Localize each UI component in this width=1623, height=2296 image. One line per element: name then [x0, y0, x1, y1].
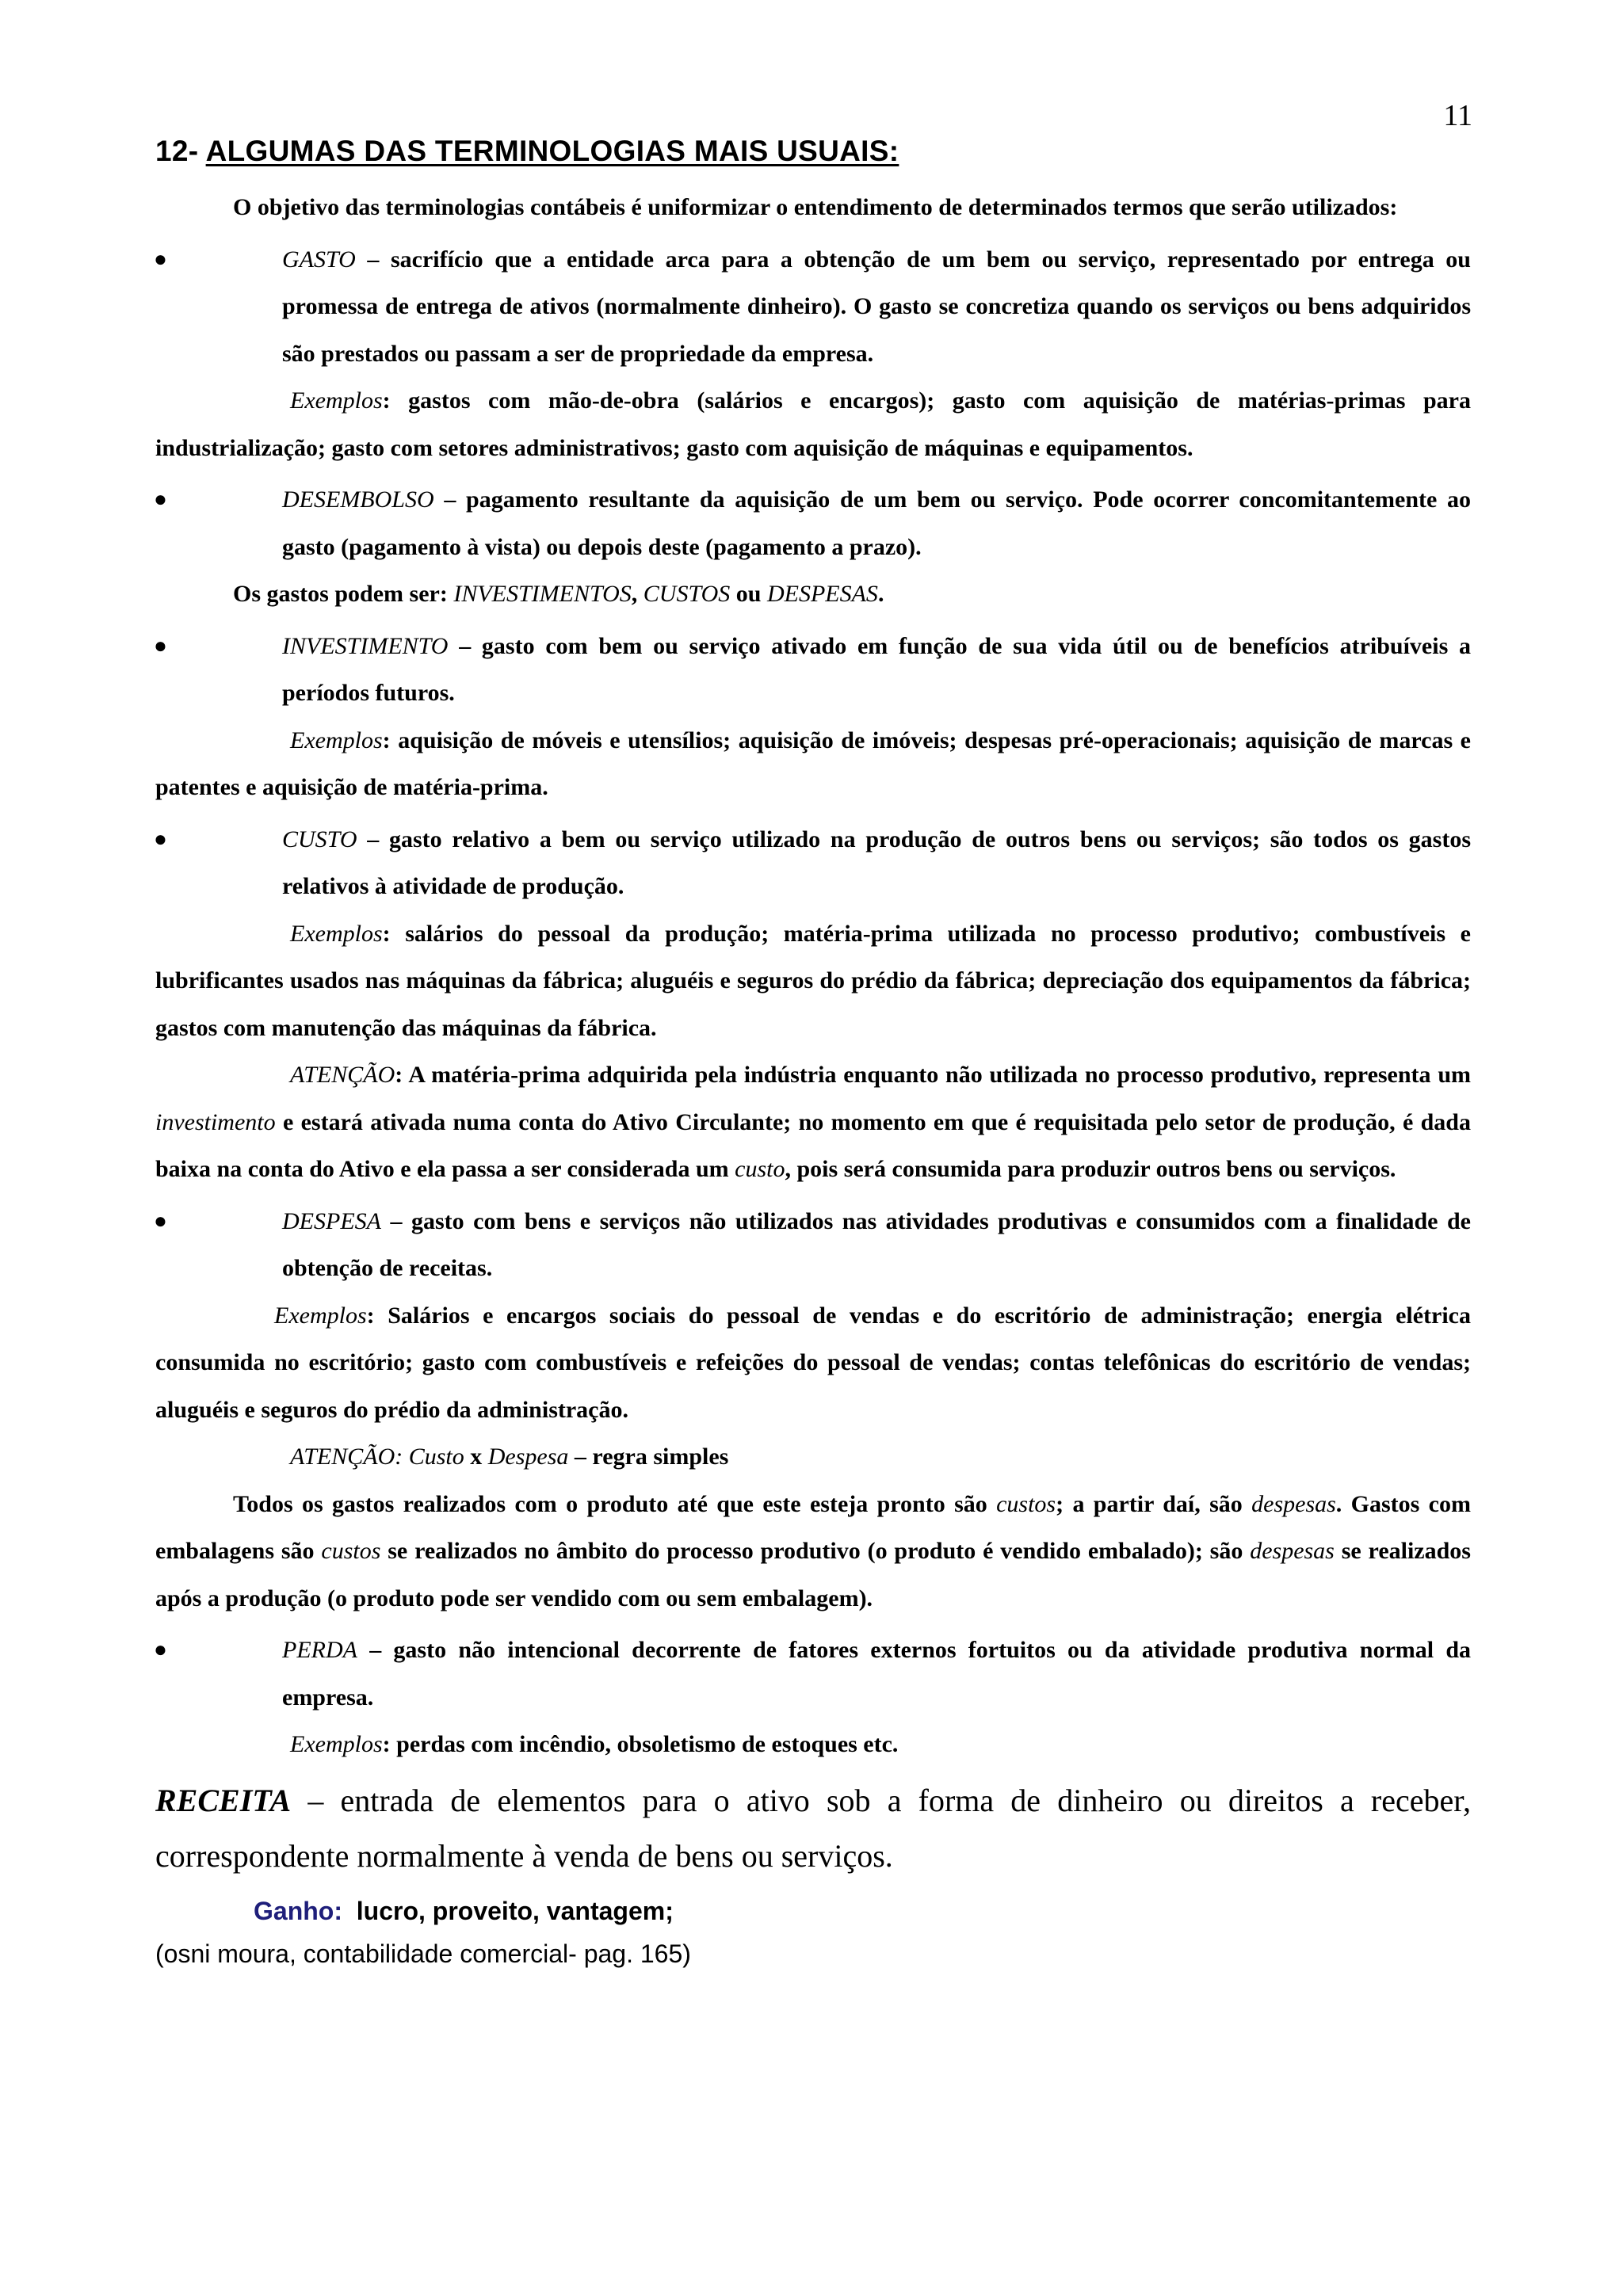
despesa-definition: – gasto com bens e serviços não utilizados nas atividades produtivas e consumidos com a finalidade de obtenção de receitas.: [282, 1207, 1471, 1281]
heading-title: ALGUMAS DAS TERMINOLOGIAS MAIS USUAIS:: [205, 135, 899, 167]
list-item-investimento: [155, 623, 1471, 717]
atencao-label: ATENÇÃO: [290, 1062, 395, 1088]
atencao-custo-despesa: [155, 1433, 1471, 1481]
term-desembolso: DESEMBOLSO: [282, 486, 434, 513]
gastos-podem-ou: ou: [730, 581, 767, 607]
gastos-podem-custos: CUSTOS: [643, 581, 731, 607]
bullet-icon: ●: [154, 1208, 167, 1234]
intro-paragraph: O objetivo das terminologias contábeis é uniformizar o entendimento de determinados termos que serão utilizados:: [233, 194, 1398, 220]
ganho-line: [155, 1887, 1471, 1935]
gastos-podem-despesas: DESPESAS: [766, 581, 878, 607]
custo-examples-text: : salários do pessoal da produção; matéria-prima utilizada no processo produtivo; combustíveis e lubrificantes usados nas máquinas da fábrica; aluguéis e seguros do prédio da fábrica; depreciação dos equipamentos da fábrica; gastos com manutenção das máquinas da fábrica.: [155, 920, 1471, 1041]
gasto-examples-text: : gastos com mão-de-obra (salários e encargos); gasto com aquisição de matérias-primas para industrialização; gasto com setores administrativos; gasto com aquisição de máquinas e equipamentos.: [155, 387, 1471, 461]
atencao2-colon: :: [395, 1444, 409, 1470]
regra-p5: se realizados após a produção (o produto pode ser vendido com ou sem embalagem).: [155, 1538, 1471, 1611]
atencao1-investimento: investimento: [155, 1108, 276, 1135]
bullet-icon: ●: [154, 246, 167, 272]
atencao-materia-prima: [155, 1051, 1471, 1193]
custo-text: [155, 816, 1471, 910]
ganho-text: lucro, proveito, vantagem;: [342, 1896, 674, 1925]
bullet-icon: ●: [154, 633, 167, 658]
regra-p1: Todos os gastos realizados com o produto até que este esteja pronto são: [233, 1490, 997, 1517]
document-body: [155, 184, 1471, 1973]
page-number: 11: [1443, 99, 1472, 132]
atencao2-rest: – regra simples: [568, 1444, 729, 1470]
perda-definition: – gasto não intencional decorrente de fatores externos fortuitos ou da atividade produtiva normal da empresa.: [282, 1637, 1472, 1711]
perda-examples-text: : perdas com incêndio, obsoletismo de estoques etc.: [382, 1731, 899, 1757]
investimento-definition: – gasto com bem ou serviço ativado em função de sua vida útil ou de benefícios atribuíveis a períodos futuros.: [282, 632, 1471, 706]
ganho-label: Ganho:: [254, 1896, 342, 1925]
atencao1-part2: e estará ativada numa conta do Ativo Circulante; no momento em que é requisitada pelo setor de produção, é dada baixa na conta do Ativo e ela passa a ser considerada um: [155, 1108, 1471, 1182]
atencao2-label: ATENÇÃO: [290, 1444, 395, 1470]
perda-examples: [155, 1721, 1471, 1768]
examples-label: Exemplos: [290, 1731, 383, 1757]
term-perda: PERDA: [282, 1637, 357, 1663]
term-gasto: GASTO: [282, 246, 356, 273]
list-item-gasto: [155, 236, 1471, 378]
list-item-desembolso: [155, 476, 1471, 570]
list-item-perda: [155, 1627, 1471, 1721]
gastos-podem-investimentos: VESTIMENTOS: [477, 581, 632, 607]
investimento-text: [155, 623, 1471, 717]
gasto-definition: – sacrifício que a entidade arca para a obtenção de um bem ou serviço, representado por entrega ou promessa de entrega de ativos (normalmente dinheiro). O gasto se concretiza quando os serviços ou bens adquiridos são prestados ou passam a ser de propriedade da empresa.: [282, 246, 1471, 367]
desembolso-definition: – pagamento resultante da aquisição de um bem ou serviço. Pode ocorrer concomitantemente ao gasto (pagamento à vista) ou depois deste (pagamento a prazo).: [282, 486, 1472, 560]
examples-label: Exemplos: [274, 1302, 367, 1329]
investimento-examples-text: : aquisição de móveis e utensílios; aquisição de imóveis; despesas pré-operacionais; aquisição de marcas e patentes e aquisição de matéria-prima.: [155, 727, 1471, 800]
bullet-icon: ●: [154, 1638, 167, 1662]
heading-number: 12-: [155, 135, 199, 167]
examples-label: Exemplos: [290, 387, 383, 414]
list-item-custo: [155, 816, 1471, 910]
gastos-podem-end: .: [877, 581, 884, 607]
regra-despesas2: despesas: [1250, 1538, 1335, 1564]
regra-p4: se realizados no âmbito do processo produtivo (o produto é vendido embalado); são: [380, 1538, 1251, 1564]
perda-text: [155, 1627, 1471, 1721]
despesa-text: [155, 1198, 1471, 1292]
regra-custos1: custos: [996, 1490, 1056, 1517]
desembolso-text: [155, 476, 1471, 570]
despesa-examples: [155, 1292, 1471, 1434]
atencao1-part1: : A matéria-prima adquirida pela indústria enquanto não utilizada no processo produtivo, representa um: [395, 1062, 1471, 1088]
receita-paragraph: [155, 1773, 1471, 1884]
gastos-podem-sep: ,: [631, 581, 643, 607]
regra-despesas1: despesas: [1251, 1490, 1336, 1517]
atencao1-part3: , pois será consumida para produzir outros bens ou serviços.: [785, 1156, 1396, 1182]
regra-p3: . Gastos com embalagens são: [155, 1490, 1471, 1564]
list-item-despesa: [155, 1198, 1471, 1292]
gastos-podem-in: IN: [453, 581, 478, 607]
atencao2-x: x: [464, 1444, 488, 1470]
section-heading: [155, 135, 899, 168]
gastos-podem-lead: Os gastos podem ser:: [233, 581, 454, 607]
gasto-text: [155, 236, 1471, 378]
custo-examples: [155, 910, 1471, 1052]
gasto-examples: [155, 377, 1471, 471]
term-despesa: DESPESA: [282, 1207, 381, 1234]
custo-definition: – gasto relativo a bem ou serviço utilizado na produção de outros bens ou serviços; são todos os gastos relativos à atividade de produção.: [282, 826, 1471, 899]
atencao1-custo: custo: [735, 1156, 785, 1182]
gastos-podem-ser: [155, 570, 1471, 618]
regra-custos2: custos: [321, 1538, 381, 1564]
regra-paragraph: [155, 1481, 1471, 1623]
regra-p2: ; a partir daí, são: [1056, 1490, 1252, 1517]
atencao2-custo: Custo: [408, 1444, 464, 1470]
examples-label: Exemplos: [290, 727, 383, 753]
term-investimento: INVESTIMENTO: [282, 632, 449, 659]
examples-label: Exemplos: [290, 920, 383, 947]
receita-definition: – entrada de elementos para o ativo sob a forma de dinheiro ou direitos a receber, correspondente normalmente à venda de bens ou serviços.: [155, 1782, 1471, 1874]
term-custo: CUSTO: [282, 826, 357, 852]
bullet-icon: ●: [154, 487, 167, 512]
citation: (osni moura, contabilidade comercial- pag. 165): [155, 1939, 691, 1968]
despesa-examples-text: : Salários e encargos sociais do pessoal de vendas e do escritório de administração; energia elétrica consumida no escritório; gasto com combustíveis e refeições do pessoal de vendas; contas telefônicas do escritório de vendas; aluguéis e seguros do prédio da administração.: [155, 1302, 1471, 1423]
term-receita: RECEITA: [155, 1782, 292, 1818]
bullet-icon: ●: [154, 826, 167, 852]
atencao2-despesa: Despesa: [487, 1444, 569, 1470]
investimento-examples: [155, 717, 1471, 811]
